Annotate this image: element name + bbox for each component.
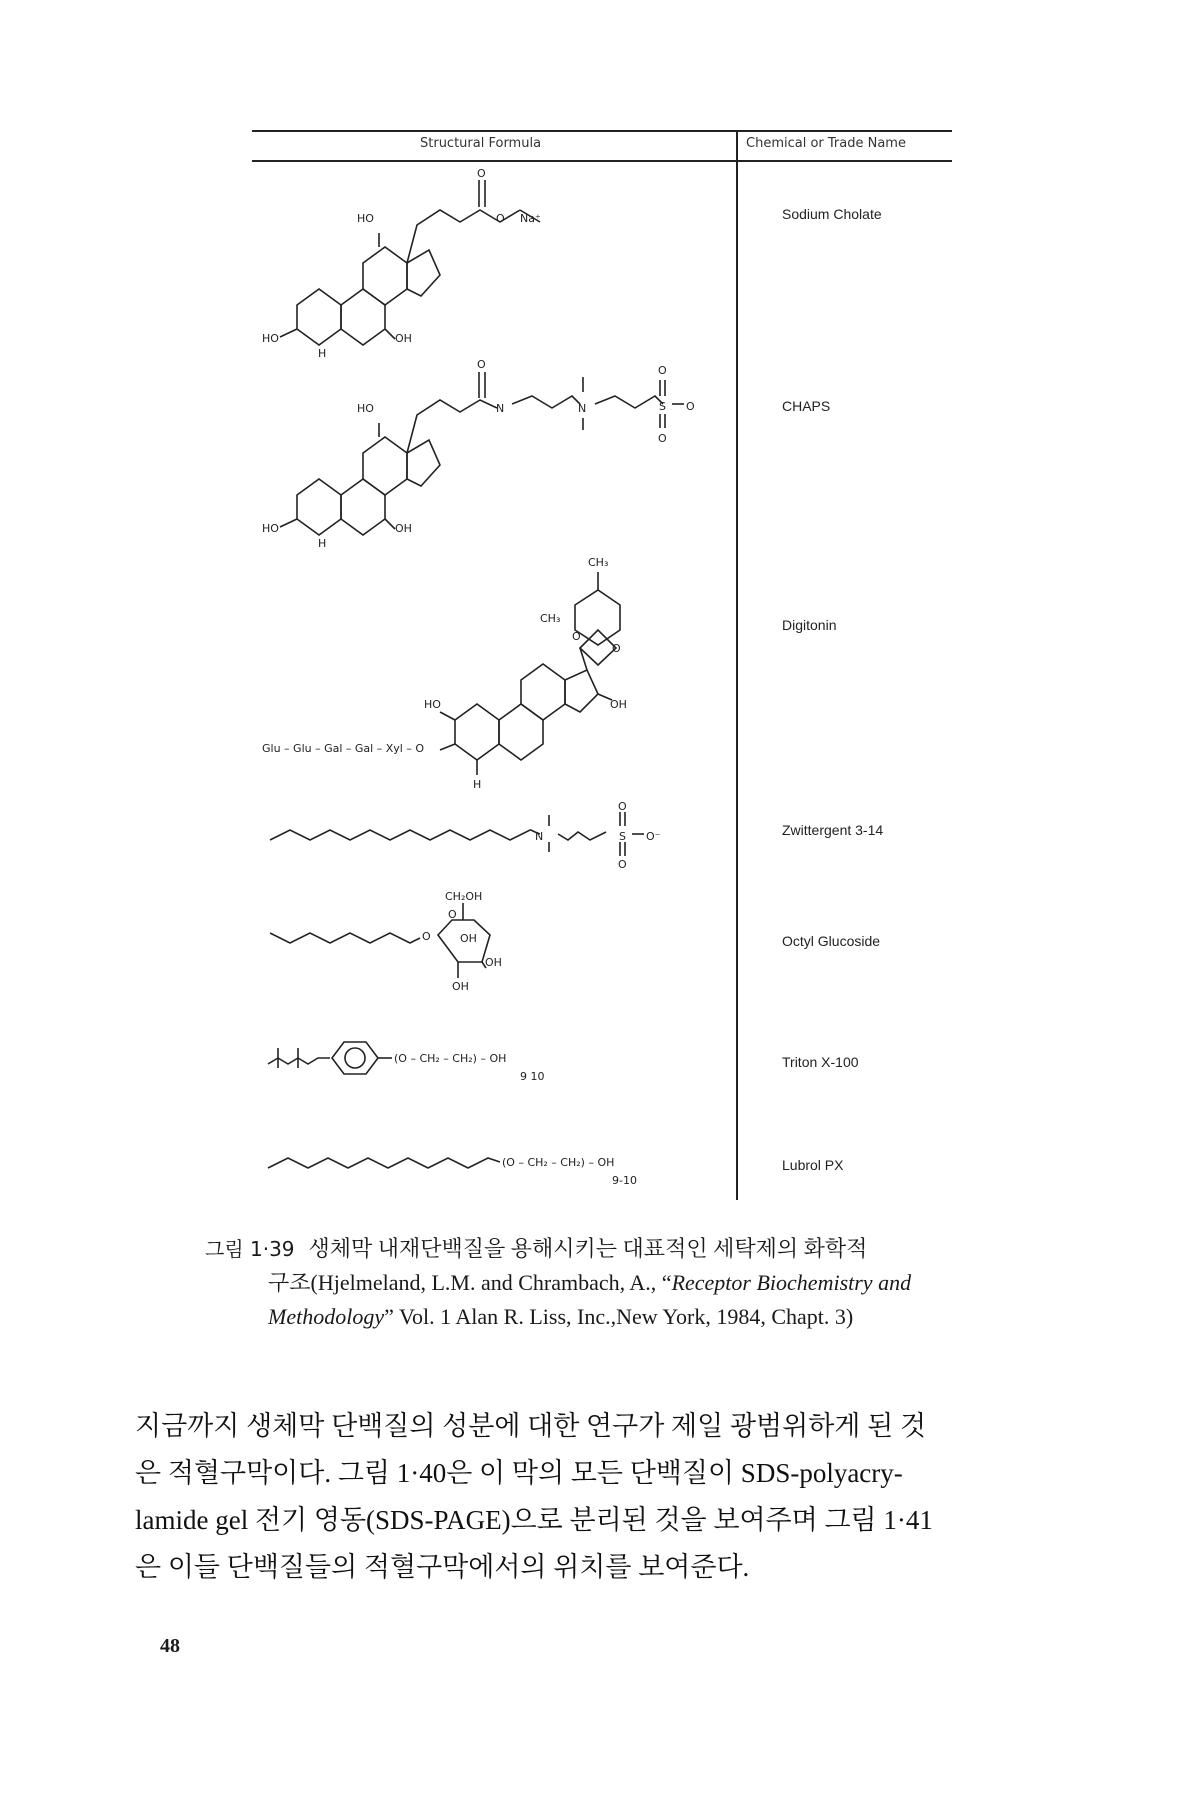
svg-text:N: N — [496, 402, 505, 415]
svg-text:O: O — [658, 364, 667, 377]
svg-text:O: O — [448, 908, 457, 921]
paragraph-line: lamide gel 전기 영동(SDS-PAGE)으로 분리된 것을 보여주며 그림 1·41 — [135, 1505, 933, 1535]
svg-text:S: S — [659, 400, 666, 413]
svg-text:O: O — [477, 167, 486, 180]
paragraph-line: 은 이들 단백질들의 적혈구막에서의 위치를 보여준다. — [135, 1552, 750, 1582]
svg-text:S: S — [619, 830, 626, 843]
page-number: 48 — [160, 1635, 180, 1657]
svg-text:(O – CH₂ – CH₂) – OH: (O – CH₂ – CH₂) – OH — [394, 1052, 507, 1065]
name-zwittergent: Zwittergent 3-14 — [782, 822, 884, 838]
name-chaps: CHAPS — [782, 398, 831, 414]
header-structural-formula: Structural Formula — [420, 136, 542, 151]
svg-text:OH: OH — [452, 980, 469, 993]
name-octyl-glucoside: Octyl Glucoside — [782, 933, 881, 949]
header-chemical-name: Chemical or Trade Name — [746, 136, 906, 151]
paragraph-line: 은 적혈구막이다. 그림 1·40은 이 막의 모든 단백질이 SDS-polyacry- — [135, 1458, 903, 1488]
caption-line-2: 구조(Hjelmeland, L.M. and Chrambach, A., “ — [268, 1270, 672, 1295]
svg-text:N: N — [578, 402, 587, 415]
formula-chaps — [280, 372, 684, 535]
name-lubrol: Lubrol PX — [782, 1157, 844, 1173]
svg-text:OH: OH — [485, 956, 502, 969]
svg-text:O: O — [686, 400, 695, 413]
caption-line-3: ” Vol. 1 Alan R. Liss, Inc.,New York, 1984, Chapt. 3) — [384, 1304, 854, 1329]
svg-text:OH: OH — [610, 698, 627, 711]
svg-text:O: O — [496, 212, 505, 225]
svg-text:CH₃: CH₃ — [588, 556, 609, 569]
svg-text:O: O — [477, 358, 486, 371]
svg-text:OH: OH — [460, 932, 477, 945]
svg-text:CH₃: CH₃ — [540, 612, 561, 625]
svg-text:O: O — [618, 858, 627, 871]
svg-text:O⁻: O⁻ — [646, 830, 661, 843]
svg-text:(O – CH₂ – CH₂) – OH: (O – CH₂ – CH₂) – OH — [502, 1156, 615, 1169]
caption-line-1: 생체막 내재단백질을 용해시키는 대표적인 세탁제의 화학적 — [308, 1236, 868, 1261]
svg-text:O: O — [612, 642, 621, 655]
svg-text:9 10: 9 10 — [520, 1070, 545, 1083]
body-paragraph — [135, 1403, 1065, 1591]
formula-octyl-glucoside — [270, 903, 490, 978]
svg-text:9-10: 9-10 — [612, 1174, 637, 1187]
svg-text:H: H — [473, 778, 482, 791]
formula-sodium-cholate — [280, 180, 540, 345]
caption-book-title: Receptor Biochemistry and — [671, 1270, 912, 1295]
figure-label: 그림 1·39 — [205, 1237, 295, 1261]
svg-text:O: O — [618, 800, 627, 813]
svg-text:H: H — [318, 347, 327, 360]
formula-digitonin — [440, 572, 620, 775]
svg-text:H: H — [318, 537, 327, 550]
formula-lubrol — [268, 1158, 500, 1168]
svg-text:N: N — [535, 830, 544, 843]
svg-text:O: O — [572, 630, 581, 643]
name-sodium-cholate: Sodium Cholate — [782, 206, 882, 222]
svg-text:HO: HO — [357, 402, 374, 415]
svg-text:Glu – Glu – Gal – Gal – Xyl –: Glu – Glu – Gal – Gal – Xyl – O — [262, 742, 424, 755]
svg-text:O: O — [422, 930, 431, 943]
paragraph-line: 지금까지 생체막 단백질의 성분에 대한 연구가 제일 광범위하게 된 것 — [135, 1411, 927, 1441]
svg-text:CH₂OH: CH₂OH — [445, 890, 483, 903]
svg-text:HO: HO — [262, 332, 279, 345]
name-digitonin: Digitonin — [782, 617, 837, 633]
formula-triton — [268, 1042, 392, 1074]
svg-text:HO: HO — [424, 698, 441, 711]
svg-text:HO: HO — [357, 212, 374, 225]
formula-zwittergent — [270, 812, 644, 856]
svg-text:Na⁺: Na⁺ — [520, 212, 541, 225]
figure-caption — [205, 1232, 1025, 1334]
svg-text:O: O — [658, 432, 667, 445]
svg-text:HO: HO — [262, 522, 279, 535]
caption-book-title-cont: Methodology — [268, 1304, 385, 1329]
svg-text:OH: OH — [395, 332, 412, 345]
svg-text:OH: OH — [395, 522, 412, 535]
name-triton: Triton X-100 — [782, 1054, 859, 1070]
